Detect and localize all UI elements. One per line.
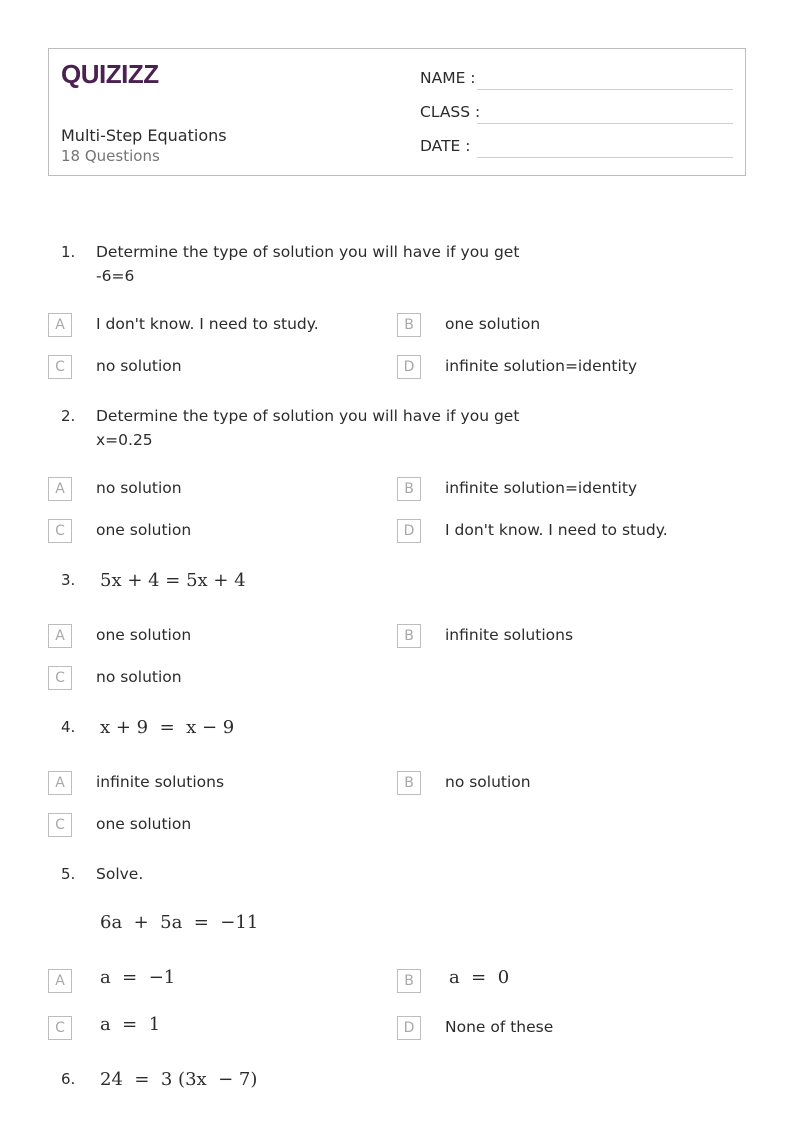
- option-equation: a = −1: [100, 967, 176, 988]
- option-text: one solution: [96, 626, 192, 644]
- option-letter: C: [48, 519, 72, 543]
- class-label: CLASS :: [420, 103, 481, 121]
- option-text: one solution: [96, 521, 192, 539]
- option-letter: A: [48, 771, 72, 795]
- option-letter: B: [397, 969, 421, 993]
- option-text: one solution: [445, 315, 541, 333]
- question-text-line2: -6=6: [96, 267, 135, 285]
- option-text: no solution: [96, 668, 182, 686]
- option-text: one solution: [96, 815, 192, 833]
- question-number: 3.: [61, 571, 76, 589]
- worksheet-header: [48, 48, 746, 176]
- option-text: no solution: [445, 773, 531, 791]
- class-line[interactable]: [477, 123, 733, 124]
- question-text-line2: x=0.25: [96, 431, 153, 449]
- question-text: Determine the type of solution you will have if you get: [96, 243, 520, 261]
- option-letter: C: [48, 666, 72, 690]
- option-text: infinite solution=identity: [445, 357, 638, 375]
- question-number: 2.: [61, 407, 76, 425]
- option-letter: D: [397, 519, 421, 543]
- option-text: I don't know. I need to study.: [445, 521, 668, 539]
- question-count: 18 Questions: [61, 147, 160, 165]
- option-letter: B: [397, 771, 421, 795]
- question-equation: x + 9 = x − 9: [100, 717, 235, 738]
- option-letter: B: [397, 624, 421, 648]
- question-number: 6.: [61, 1070, 76, 1088]
- question-text: Solve.: [96, 865, 144, 883]
- option-text: infinite solutions: [96, 773, 225, 791]
- question-number: 4.: [61, 718, 76, 736]
- date-line[interactable]: [477, 157, 733, 158]
- worksheet-title: Multi-Step Equations: [61, 126, 227, 145]
- question-equation: 6a + 5a = −11: [100, 912, 259, 933]
- option-letter: C: [48, 1016, 72, 1040]
- option-text: no solution: [96, 357, 182, 375]
- option-letter: A: [48, 313, 72, 337]
- option-letter: A: [48, 969, 72, 993]
- option-letter: D: [397, 1016, 421, 1040]
- option-letter: C: [48, 813, 72, 837]
- option-letter: B: [397, 313, 421, 337]
- question-number: 5.: [61, 865, 76, 883]
- option-text: no solution: [96, 479, 182, 497]
- question-number: 1.: [61, 243, 76, 261]
- option-equation: a = 1: [100, 1014, 161, 1035]
- question-equation: 24 = 3 (3x − 7): [100, 1069, 258, 1090]
- question-equation: 5x + 4 = 5x + 4: [100, 570, 246, 591]
- name-line[interactable]: [477, 89, 733, 90]
- option-text: infinite solution=identity: [445, 479, 638, 497]
- option-text: infinite solutions: [445, 626, 574, 644]
- date-label: DATE :: [420, 137, 471, 155]
- option-letter: A: [48, 477, 72, 501]
- option-text: None of these: [445, 1018, 554, 1036]
- quizizz-logo: QUIZIZZ: [61, 59, 159, 89]
- option-equation: a = 0: [449, 967, 510, 988]
- option-text: I don't know. I need to study.: [96, 315, 319, 333]
- option-letter: D: [397, 355, 421, 379]
- option-letter: C: [48, 355, 72, 379]
- question-text: Determine the type of solution you will have if you get: [96, 407, 520, 425]
- option-letter: A: [48, 624, 72, 648]
- name-label: NAME :: [420, 69, 476, 87]
- option-letter: B: [397, 477, 421, 501]
